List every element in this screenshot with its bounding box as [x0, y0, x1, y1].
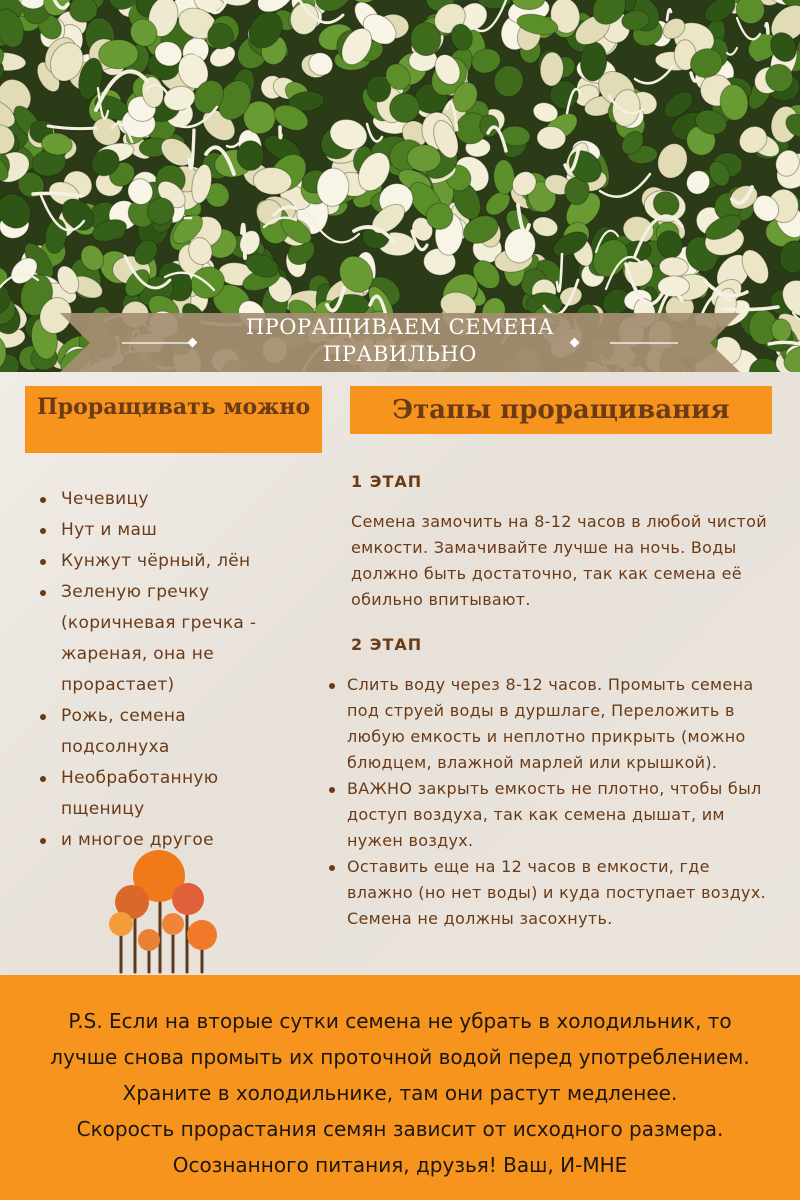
banner-title — [60, 314, 740, 368]
footer-line-2: лучше снова промыть их проточной водой перед употреблением. — [50, 1045, 750, 1069]
sprout-tail — [187, 103, 189, 112]
footer-note — [0, 975, 800, 1200]
trees-icon — [105, 850, 220, 975]
mung-bean — [98, 39, 138, 69]
right-title-box — [350, 386, 772, 434]
stage-2-heading: 2 ЭТАП — [351, 635, 423, 654]
list-item: и многое другое — [38, 825, 288, 856]
stage-2-list — [328, 672, 768, 932]
list-item: Чечевицу — [38, 484, 288, 515]
stage-1-heading: 1 ЭТАП — [351, 472, 423, 491]
list-item: ВАЖНО закрыть емкость не плотно, чтобы был доступ воздуха, так как семена дышат, им нужен воздух. — [328, 776, 768, 854]
footer-line-4: Скорость прорастания семян зависит от исходного размера. — [76, 1117, 724, 1141]
content-area — [0, 372, 800, 975]
banner-title-line-2: ПРАВИЛЬНО — [323, 342, 477, 366]
sprout-tail — [766, 24, 768, 33]
mung-bean — [236, 140, 264, 171]
footer-line-5: Осознанного питания, друзья! Ваш, И-МНЕ — [172, 1153, 628, 1177]
footer-line-3: Храните в холодильнике, там они растут медленее. — [122, 1081, 678, 1105]
sprout-tail — [280, 127, 281, 138]
list-item: Необработанную пщеницу — [38, 763, 288, 825]
mung-bean — [407, 145, 441, 172]
list-item: Зеленую гречку (коричневая гречка - жареная, она не прорастает) — [38, 577, 288, 701]
left-column-title: Проращивать можно — [37, 394, 311, 420]
list-item: Рожь, семена подсолнуха — [38, 701, 288, 763]
banner-title-line-1: ПРОРАЩИВАЕМ СЕМЕНА — [245, 315, 555, 339]
footer-line-1: P.S. Если на вторые сутки семена не убрать в холодильник, то — [68, 1009, 732, 1033]
list-item: Оставить еще на 12 часов в емкости, где влажно (но нет воды) и куда поступает воздух. Семена не должны засохнуть. — [328, 854, 768, 932]
sprout-seeds-list — [38, 484, 288, 856]
list-item: Кунжут чёрный, лён — [38, 546, 288, 577]
right-column-title: Этапы проращивания — [392, 395, 730, 425]
stage-1-text: Семена замочить на 8-12 часов в любой чистой емкости. Замачивайте лучше на ночь. Воды должно быть достаточно, так как семена её обильно впитывают. — [351, 512, 767, 609]
left-title-box — [25, 386, 322, 453]
list-item: Слить воду через 8-12 часов. Промыть семена под струей воды в дуршлаге, Переложить в любую емкость и неплотно прикрыть (можно блюдцем, влажной марлей или крышкой). — [328, 672, 768, 776]
title-banner — [60, 308, 740, 374]
list-item: Нут и маш — [38, 515, 288, 546]
footer-text — [0, 1003, 800, 1183]
